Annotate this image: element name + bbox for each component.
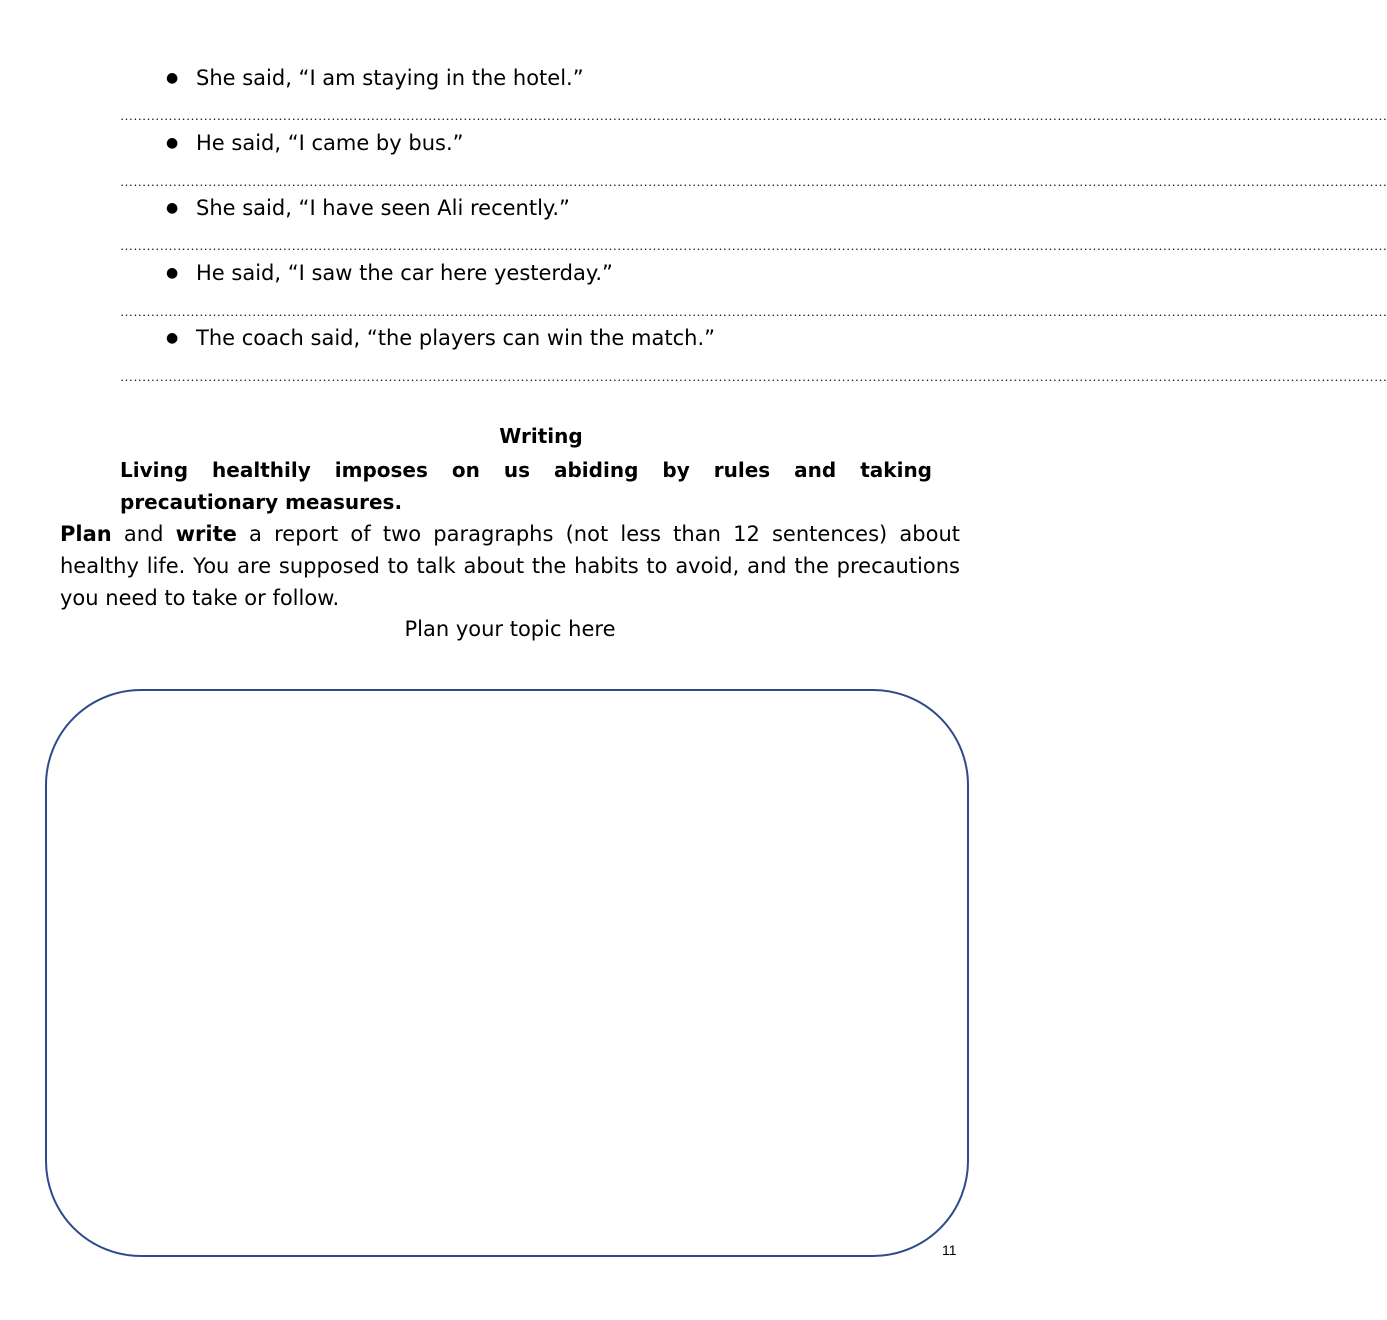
plan-label: Plan your topic here	[404, 617, 616, 641]
bullet-icon: ●	[166, 200, 179, 216]
plan-box[interactable]	[45, 689, 969, 1257]
page-number: 11	[942, 1242, 957, 1258]
answer-line: ………………………………………………………………………………………………………………………………………………………………………………………………………………………………………………………………	[120, 108, 1387, 123]
writing-instruction: Living healthily imposes on us abiding by rules and taking precautionary measures.	[120, 458, 932, 514]
answer-line: ………………………………………………………………………………………………………………………………………………………………………………………………………………………………………………………………	[120, 369, 1387, 384]
bullet-icon: ●	[166, 70, 179, 86]
exercise-item: ● The coach said, “the players can win the match.”	[166, 326, 716, 350]
bullet-icon: ●	[166, 135, 179, 151]
exercise-item: ● She said, “I am staying in the hotel.”	[166, 66, 584, 90]
answer-line: ………………………………………………………………………………………………………………………………………………………………………………………………………………………………………………………………	[120, 304, 1387, 319]
exercise-item: ● He said, “I came by bus.”	[166, 131, 464, 155]
section-heading: Writing	[499, 424, 583, 448]
answer-line: ………………………………………………………………………………………………………………………………………………………………………………………………………………………………………………………………	[120, 174, 1387, 189]
answer-line: ………………………………………………………………………………………………………………………………………………………………………………………………………………………………………………………………	[120, 238, 1387, 253]
bullet-icon: ●	[166, 330, 179, 346]
writing-task: Plan and write a report of two paragraphs (not less than 12 sentences) about healthy life. You are supposed to talk about the habits to avoid, and the precautions you need to take or follow.	[60, 522, 961, 610]
exercise-item: ● She said, “I have seen Ali recently.”	[166, 196, 570, 220]
bullet-icon: ●	[166, 265, 179, 281]
exercise-item: ● He said, “I saw the car here yesterday.”	[166, 261, 613, 285]
